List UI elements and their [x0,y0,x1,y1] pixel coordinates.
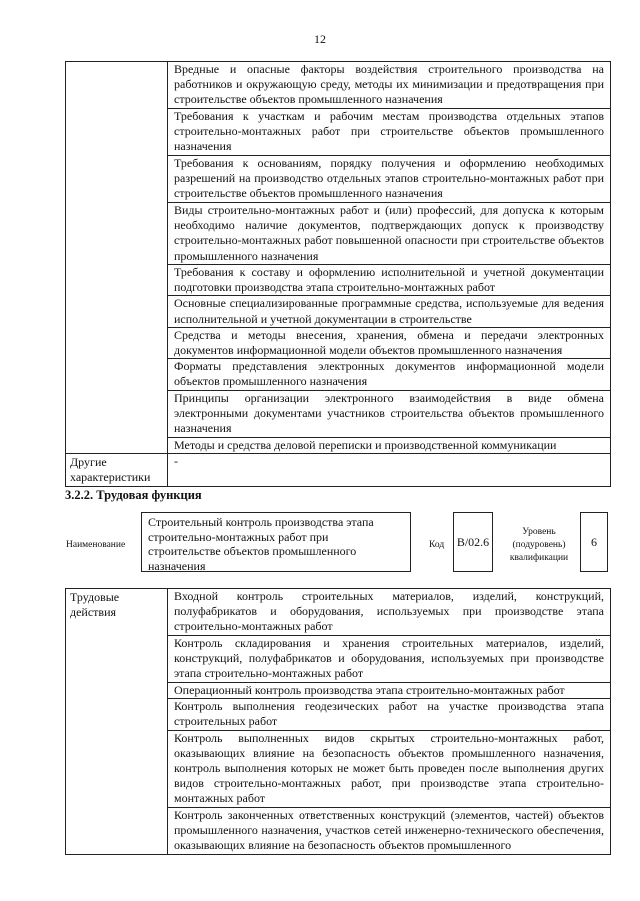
knowledge-label-cell [66,62,168,454]
knowledge-item: Требования к основаниям, порядку получения и оформлению необходимых разрешений на производство отдельных этапов строительно-монтажных работ при строительстве объектов промышленного назначения [168,156,611,203]
knowledge-table [65,61,611,487]
page-number: 12 [314,32,326,46]
code-label: Код [429,540,445,550]
labor-actions-table [65,588,611,855]
labor-action-item: Входной контроль строительных материалов, изделий, конструкций, полуфабрикатов и оборудования, используемых при производстве этапа строительно-монтажных работ [168,589,611,636]
knowledge-item: Форматы представления электронных документов информационной модели объектов промышленного назначения [168,359,611,390]
knowledge-item: Вредные и опасные факторы воздействия строительного производства на работников и окружающую среду, методы их минимизации и предотвращения при строительстве объектов промышленного назначения [168,62,611,109]
other-characteristics-value: - [168,453,611,486]
labor-actions-label: Трудовые действия [66,589,168,855]
labor-action-item: Контроль законченных ответственных конструкций (элементов, частей) объектов промышленного назначения, участков сетей инженерно-технического обеспечения, оказывающих влияние на безопасность объектов промышленного [168,807,611,854]
qualification-level-box: 6 [580,512,608,572]
name-label: Наименование [66,540,126,550]
labor-action-item: Контроль складирования и хранения строительных материалов, изделий, конструкций, полуфабрикатов и оборудования, используемых при производстве этапа строительно-монтажных работ [168,636,611,683]
labor-action-item: Контроль выполненных видов скрытых строительно-монтажных работ, оказывающих влияние на безопасность объектов промышленного назначения, контроль выполнения которых не может быть проведен после выполнения других видов строительно-монтажных работ, при производстве этапа строительно-монтажных работ [168,730,611,807]
other-characteristics-label: Другие характеристики [66,453,168,486]
labor-action-item: Контроль выполнения геодезических работ на участке производства этапа строительных работ [168,699,611,730]
knowledge-item: Средства и методы внесения, хранения, обмена и передачи электронных документов информационной модели объектов промышленного назначения [168,327,611,358]
knowledge-item: Принципы организации электронного взаимодействия в виде обмена электронными документами участников строительства объектов промышленного назначения [168,390,611,437]
knowledge-item: Основные специализированные программные средства, используемые для ведения исполнительной и учетной документации в строительстве [168,296,611,327]
knowledge-item: Методы и средства деловой переписки и производственной коммуникации [168,437,611,453]
knowledge-item: Требования к составу и оформлению исполнительной и учетной документации подготовки производства этапа строительно-монтажных работ [168,265,611,296]
knowledge-item: Требования к участкам и рабочим местам производства отдельных этапов строительно-монтажных работ при строительстве объектов промышленного назначения [168,109,611,156]
function-code-box: B/02.6 [453,512,493,572]
section-heading: 3.2.2. Трудовая функция [65,488,202,502]
qualification-level-label: Уровень (подуровень) квалификации [509,527,569,563]
function-name-box: Строительный контроль производства этапа строительно-монтажных работ при строительстве объектов промышленного назначения [141,512,411,572]
knowledge-item: Виды строительно-монтажных работ и (или) профессий, для допуска к которым необходимо наличие документов, подтверждающих допуск к производству строительно-монтажных работ повышенной опасности при строительстве объектов промышленного назначения [168,203,611,265]
labor-action-item: Операционный контроль производства этапа строительно-монтажных работ [168,683,611,699]
